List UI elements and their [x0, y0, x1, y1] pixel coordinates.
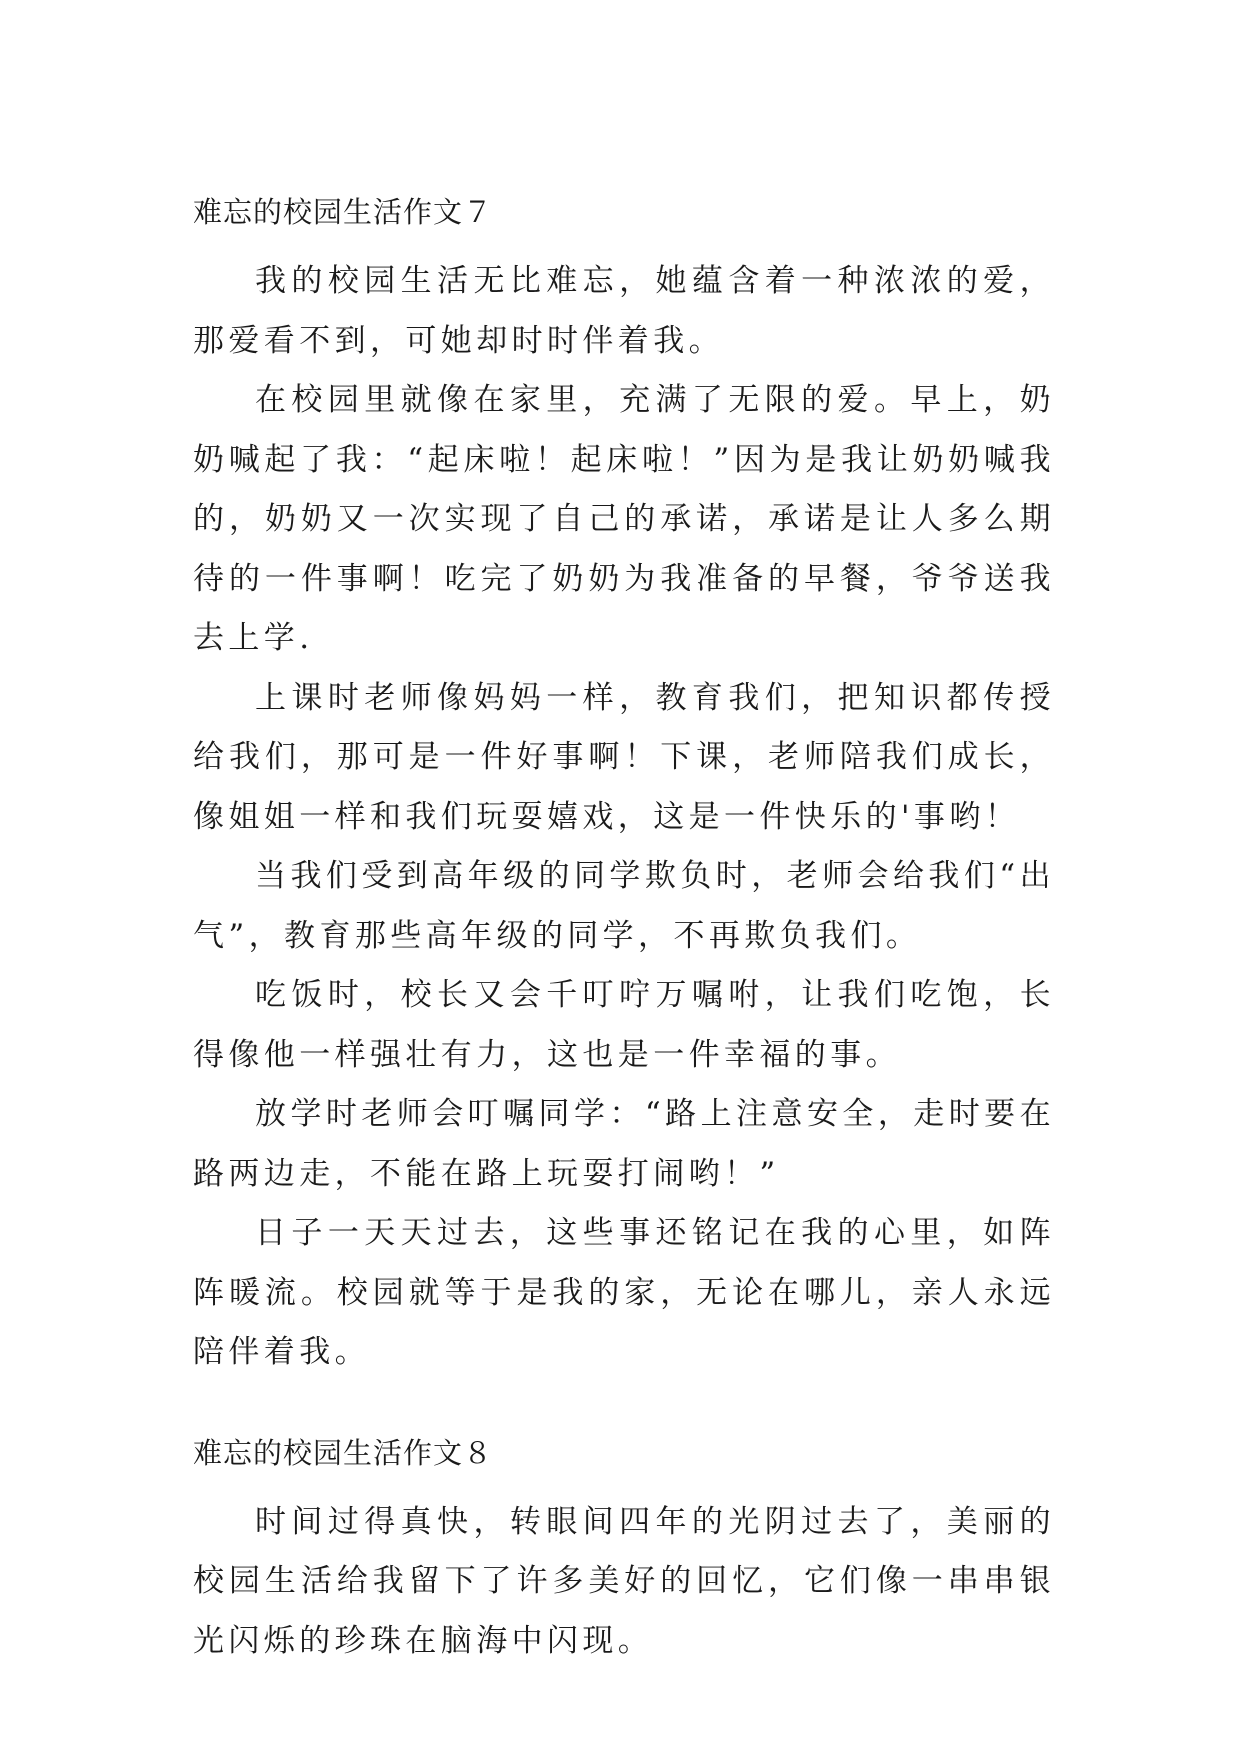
essay-section-8	[193, 1434, 1055, 1672]
paragraph: 我的校园生活无比难忘，她蕴含着一种浓浓的爱，那爱看不到，可她却时时伴着我。	[193, 263, 1055, 359]
paragraph: 在校园里就像在家里，充满了无限的爱。早上，奶奶喊起了我：“起床啦！起床啦！”因为是我让奶奶喊我的，奶奶又一次实现了自己的承诺，承诺是让人多么期待的一件事啊！吃完了奶奶为我准备的早餐，爷爷送我去上学.	[193, 382, 1055, 656]
essay-title: 难忘的校园生活作文８	[193, 1435, 494, 1470]
paragraph: 日子一天天过去，这些事还铭记在我的心里，如阵阵暖流。校园就等于是我的家，无论在哪儿，亲人永远陪伴着我。	[193, 1215, 1055, 1370]
essay-section-7	[193, 193, 1055, 1383]
paragraph: 上课时老师像妈妈一样，教育我们，把知识都传授给我们，那可是一件好事啊！下课，老师陪我们成长，像姐姐一样和我们玩耍嬉戏，这是一件快乐的'事哟！	[193, 679, 1055, 835]
paragraph: 吃饭时，校长又会千叮咛万嘱咐，让我们吃饱，长得像他一样强壮有力，这也是一件幸福的事。	[193, 977, 1055, 1073]
document-body	[193, 193, 1055, 1671]
paragraph: 时间过得真快，转眼间四年的光阴过去了，美丽的校园生活给我留下了许多美好的回忆，它们像一串串银光闪烁的珍珠在脑海中闪现。	[193, 1503, 1055, 1659]
paragraph: 当我们受到高年级的同学欺负时，老师会给我们“出气”，教育那些高年级的同学，不再欺负我们。	[193, 858, 1055, 954]
essay-title: 难忘的校园生活作文７	[193, 195, 494, 229]
paragraph: 放学时老师会叮嘱同学：“路上注意安全，走时要在路两边走，不能在路上玩耍打闹哟！”	[193, 1096, 1055, 1192]
